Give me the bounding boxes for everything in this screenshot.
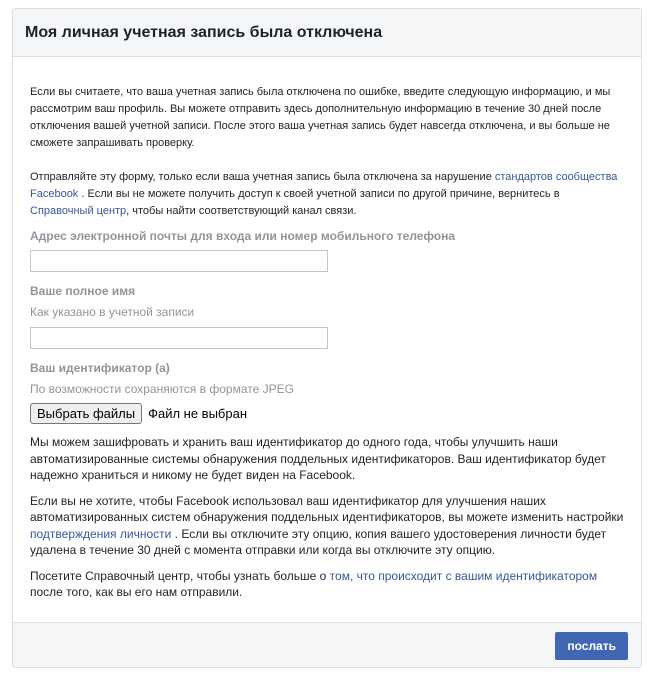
email-field[interactable] bbox=[30, 250, 328, 272]
choose-files-button[interactable]: Выбрать файлы bbox=[30, 403, 142, 424]
id-storage-paragraph: Мы можем зашифровать и хранить ваш идентификатор до одного года, чтобы улучшить наши автоматизированные системы обнаружения поддельных идентификаторов. Ваш идентификатор будет надежно храниться и никому не будет виден на Facebook. bbox=[30, 435, 606, 482]
community-standards-link[interactable]: стандартов сообщества Facebook bbox=[30, 171, 618, 200]
help-text-start: Посетите Справочный центр, чтобы узнать больше о bbox=[30, 568, 330, 583]
help-center-paragraph bbox=[30, 568, 625, 601]
eligibility-text-end: , чтобы найти соответствующий канал связи. bbox=[126, 205, 357, 217]
what-happens-with-id-link[interactable]: том, что происходит с вашим идентификатором bbox=[329, 568, 598, 583]
page-title: Моя личная учетная запись была отключена bbox=[25, 23, 383, 41]
full-name-label: Ваше полное имя bbox=[30, 284, 136, 298]
id-hint: По возможности сохраняются в формате JPEG bbox=[30, 382, 294, 396]
file-status-text: Файл не выбран bbox=[148, 406, 248, 421]
card-header bbox=[13, 9, 641, 57]
email-label: Адрес электронной почты для входа или номер мобильного телефона bbox=[30, 229, 456, 243]
intro-paragraph: Если вы считаете, что ваша учетная запись была отключена по ошибке, введите следующую информацию, и мы рассмотрим ваш профиль. Вы можете отправить здесь дополнительную информацию в течение 30 дней после отключения вашей учетной записи. После этого ваша учетная запись будет навсегда отключена, и вы больше не сможете запрашивать проверку. bbox=[30, 86, 611, 149]
disabled-account-form-card bbox=[12, 8, 642, 668]
identity-confirmation-link[interactable]: подтверждения личности bbox=[30, 526, 172, 541]
id-usage-paragraph bbox=[30, 493, 625, 559]
form-content bbox=[13, 84, 641, 601]
full-name-hint: Как указано в учетной записи bbox=[30, 305, 195, 319]
eligibility-text-start: Отправляйте эту форму, только если ваша учетная запись была отключена за нарушение bbox=[30, 171, 495, 183]
id-usage-text-end: . Если вы отключите эту опцию, копия вашего удостоверения личности будет удалена в течение 30 дней с момента отправки или когда вы отключите эту опцию. bbox=[30, 526, 607, 557]
id-usage-text-start: Если вы не хотите, чтобы Facebook использовал ваш идентификатор для улучшения наших автоматизированных систем обнаружения поддельных идентификаторов, вы можете изменить настройки bbox=[30, 493, 624, 524]
form-footer bbox=[13, 622, 641, 667]
id-label: Ваш идентификатор (а) bbox=[30, 361, 170, 375]
help-text-end: после того, как вы его нам отправили. bbox=[30, 585, 243, 599]
help-center-link[interactable]: Справочный центр bbox=[30, 205, 127, 217]
eligibility-text-middle: . Если вы не можете получить доступ к своей учетной записи по другой причине, вернитесь в bbox=[78, 188, 560, 200]
eligibility-paragraph bbox=[30, 169, 625, 220]
submit-button[interactable]: послать bbox=[555, 632, 628, 660]
file-upload-row bbox=[30, 403, 625, 424]
full-name-field[interactable] bbox=[30, 327, 328, 349]
